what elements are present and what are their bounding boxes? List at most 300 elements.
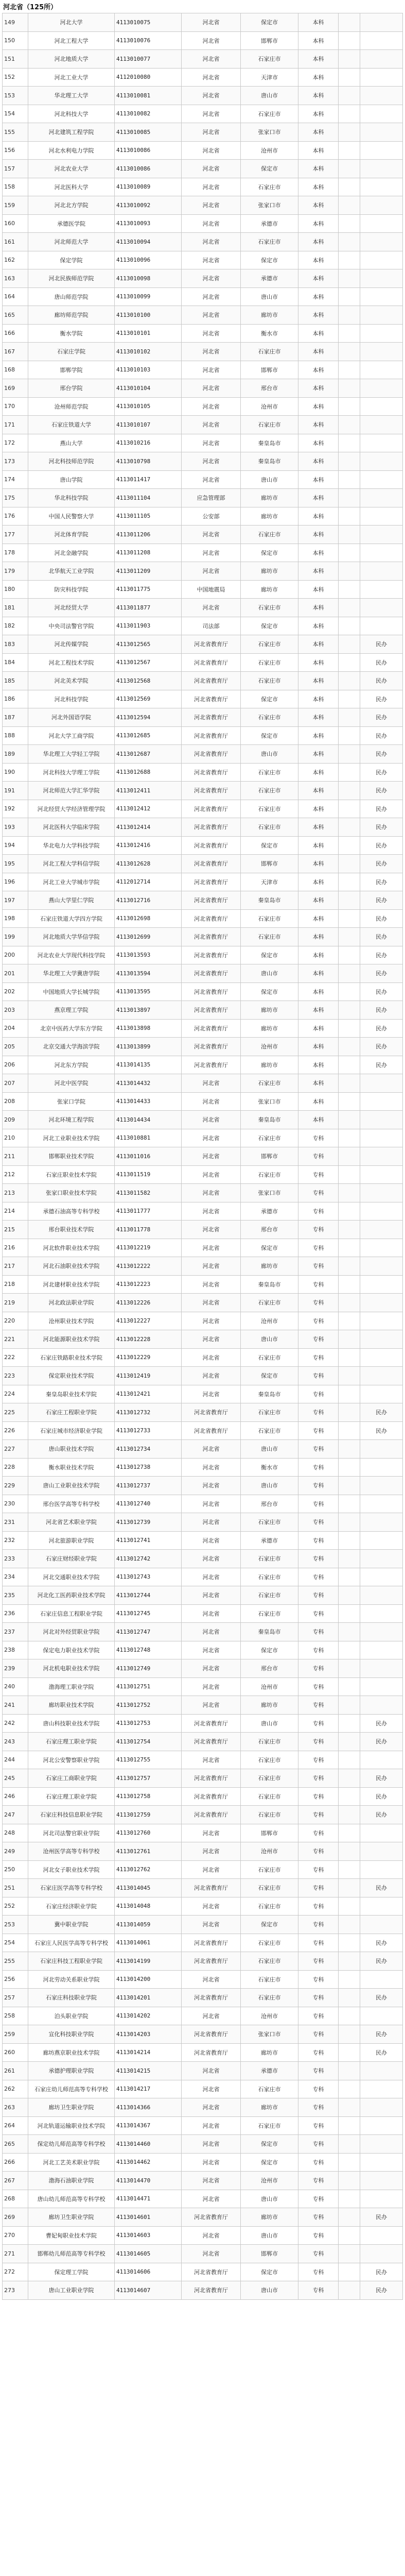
department: 河北省 [182, 1916, 241, 1934]
city: 石家庄市 [241, 672, 298, 690]
remark [360, 599, 403, 617]
table-row [3, 1056, 403, 1074]
spacer-cell [339, 1330, 360, 1349]
table-row [3, 1916, 403, 1934]
spacer-cell [339, 2208, 360, 2227]
table-row [3, 982, 403, 1001]
school-name: 承德石油高等专科学校 [28, 1202, 115, 1221]
school-code: 4113012760 [115, 1824, 182, 1842]
education-level: 专科 [298, 1677, 339, 1696]
school-name: 河北传媒学院 [28, 635, 115, 654]
table-row [3, 1806, 403, 1824]
row-number: 176 [3, 507, 28, 526]
school-code: 4113012755 [115, 1751, 182, 1769]
table-row [3, 2245, 403, 2263]
school-code: 4113014606 [115, 2263, 182, 2281]
remark [360, 87, 403, 105]
spacer-cell [339, 855, 360, 873]
department: 河北省 [182, 544, 241, 562]
city: 廊坊市 [241, 1696, 298, 1715]
department: 河北省 [182, 141, 241, 160]
spacer-cell [339, 105, 360, 123]
row-number: 216 [3, 1239, 28, 1257]
spacer-cell [339, 2062, 360, 2080]
education-level: 专科 [298, 1860, 339, 1879]
education-level: 专科 [298, 1239, 339, 1257]
remark: 民办 [360, 1403, 403, 1422]
city: 唐山市 [241, 87, 298, 105]
city: 石家庄市 [241, 1879, 298, 1897]
department: 河北省教育厅 [182, 653, 241, 672]
school-name: 河北科技大学 [28, 105, 115, 123]
table-row [3, 324, 403, 343]
row-number: 205 [3, 1038, 28, 1056]
department: 河北省教育厅 [182, 1769, 241, 1788]
remark [360, 2116, 403, 2135]
row-number: 222 [3, 1348, 28, 1367]
education-level: 专科 [298, 2116, 339, 2135]
row-number: 187 [3, 708, 28, 727]
city: 石家庄市 [241, 233, 298, 251]
education-level: 本科 [298, 1074, 339, 1093]
row-number: 258 [3, 2007, 28, 2025]
spacer-cell [339, 891, 360, 910]
education-level: 专科 [298, 1147, 339, 1166]
school-name: 衡水职业技术学院 [28, 1458, 115, 1477]
spacer-cell [339, 726, 360, 745]
education-level: 专科 [298, 1421, 339, 1440]
spacer-cell [339, 1038, 360, 1056]
city: 石家庄市 [241, 1733, 298, 1751]
school-name: 唐山幼儿师范高等专科学校 [28, 2190, 115, 2208]
remark [360, 141, 403, 160]
table-row [3, 1001, 403, 1020]
school-code: 4113012227 [115, 1312, 182, 1330]
department: 河北省教育厅 [182, 708, 241, 727]
department: 河北省 [182, 13, 241, 32]
spacer-cell [339, 1074, 360, 1093]
school-code: 4113014202 [115, 2007, 182, 2025]
department: 河北省教育厅 [182, 855, 241, 873]
remark [360, 1239, 403, 1257]
table-row [3, 928, 403, 946]
school-name: 石家庄人民医学高等专科学校 [28, 1934, 115, 1952]
city: 廊坊市 [241, 580, 298, 599]
school-name: 河北工业大学城市学院 [28, 873, 115, 891]
school-code: 4113012741 [115, 1531, 182, 1550]
education-level: 本科 [298, 1111, 339, 1129]
city: 石家庄市 [241, 1513, 298, 1532]
row-number: 191 [3, 782, 28, 800]
table-row [3, 269, 403, 288]
education-level: 专科 [298, 1348, 339, 1367]
school-code: 4113012229 [115, 1348, 182, 1367]
department: 河北省教育厅 [182, 873, 241, 891]
department: 河北省 [182, 306, 241, 325]
remark: 民办 [360, 946, 403, 964]
school-code: 4113012687 [115, 745, 182, 764]
school-code: 4113010093 [115, 214, 182, 233]
city: 唐山市 [241, 1477, 298, 1495]
table-row [3, 68, 403, 87]
school-name: 保定学院 [28, 251, 115, 269]
remark: 民办 [360, 818, 403, 837]
school-code: 4113010092 [115, 196, 182, 215]
education-level: 专科 [298, 1294, 339, 1312]
table-row [3, 1879, 403, 1897]
remark [360, 2153, 403, 2172]
remark [360, 13, 403, 32]
table-row [3, 196, 403, 215]
remark: 民办 [360, 891, 403, 910]
school-code: 4112010080 [115, 68, 182, 87]
row-number: 167 [3, 343, 28, 361]
row-number: 178 [3, 544, 28, 562]
education-level: 本科 [298, 708, 339, 727]
school-code: 4113012419 [115, 1367, 182, 1385]
remark [360, 105, 403, 123]
table-row [3, 891, 403, 910]
spacer-cell [339, 269, 360, 288]
spacer-cell [339, 452, 360, 471]
school-code: 4113012754 [115, 1733, 182, 1751]
school-name: 河北公安警察职业学院 [28, 1751, 115, 1769]
school-code: 4113010881 [115, 1129, 182, 1147]
education-level: 专科 [298, 1568, 339, 1586]
education-level: 专科 [298, 2208, 339, 2227]
school-name: 华北电力大学科技学院 [28, 836, 115, 855]
education-level: 专科 [298, 1659, 339, 1678]
remark: 民办 [360, 1001, 403, 1020]
education-level: 本科 [298, 105, 339, 123]
school-code: 4113011206 [115, 526, 182, 544]
table-row [3, 1184, 403, 1202]
department: 河北省教育厅 [182, 1714, 241, 1733]
city: 石家庄市 [241, 1421, 298, 1440]
row-number: 241 [3, 1696, 28, 1715]
education-level: 本科 [298, 855, 339, 873]
city: 衡水市 [241, 324, 298, 343]
remark [360, 1916, 403, 1934]
table-row [3, 1934, 403, 1952]
city: 石家庄市 [241, 599, 298, 617]
department: 河北省教育厅 [182, 891, 241, 910]
row-number: 190 [3, 763, 28, 782]
spacer-cell [339, 672, 360, 690]
remark: 民办 [360, 2263, 403, 2281]
spacer-cell [339, 1294, 360, 1312]
department: 河北省 [182, 1074, 241, 1093]
remark [360, 1641, 403, 1659]
remark: 民办 [360, 800, 403, 818]
school-code: 4113013593 [115, 946, 182, 964]
school-name: 中国地质大学长城学院 [28, 982, 115, 1001]
school-name: 河北建材职业技术学院 [28, 1275, 115, 1294]
school-name: 渤海石油职业学院 [28, 2172, 115, 2190]
education-level: 本科 [298, 964, 339, 983]
school-code: 4113012751 [115, 1677, 182, 1696]
row-number: 208 [3, 1092, 28, 1111]
school-code: 4113014048 [115, 1897, 182, 1916]
department: 河北省 [182, 2135, 241, 2154]
school-code: 4113011209 [115, 562, 182, 581]
city: 唐山市 [241, 964, 298, 983]
row-number: 173 [3, 452, 28, 471]
school-name: 北华航天工业学院 [28, 562, 115, 581]
remark [360, 343, 403, 361]
school-name: 保定电力职业技术学院 [28, 1641, 115, 1659]
school-code: 4113010103 [115, 361, 182, 379]
department: 河北省 [182, 2080, 241, 2098]
remark [360, 324, 403, 343]
department: 河北省教育厅 [182, 2208, 241, 2227]
school-code: 4113012567 [115, 653, 182, 672]
spacer-cell [339, 1477, 360, 1495]
department: 河北省 [182, 1677, 241, 1696]
education-level: 本科 [298, 306, 339, 325]
school-code: 4113012748 [115, 1641, 182, 1659]
spacer-cell [339, 2226, 360, 2245]
department: 河北省 [182, 251, 241, 269]
department: 公安部 [182, 507, 241, 526]
row-number: 185 [3, 672, 28, 690]
school-code: 4113012222 [115, 1257, 182, 1276]
table-row [3, 1696, 403, 1715]
education-level: 本科 [298, 68, 339, 87]
education-level: 本科 [298, 599, 339, 617]
spacer-cell [339, 1531, 360, 1550]
school-name: 燕山大学里仁学院 [28, 891, 115, 910]
school-code: 4113014215 [115, 2062, 182, 2080]
spacer-cell [339, 1239, 360, 1257]
education-level: 本科 [298, 343, 339, 361]
table-row [3, 1860, 403, 1879]
department: 河北省教育厅 [182, 1056, 241, 1074]
school-code: 4113012745 [115, 1604, 182, 1623]
school-code: 4113010107 [115, 416, 182, 434]
table-row [3, 1751, 403, 1769]
education-level: 专科 [298, 2007, 339, 2025]
table-row [3, 653, 403, 672]
department: 河北省教育厅 [182, 2281, 241, 2300]
department: 河北省教育厅 [182, 1989, 241, 2007]
city: 秦皇岛市 [241, 1111, 298, 1129]
department: 河北省 [182, 1824, 241, 1842]
school-code: 4113010099 [115, 287, 182, 306]
city: 保定市 [241, 2153, 298, 2172]
remark: 民办 [360, 1879, 403, 1897]
school-name: 河北地质大学 [28, 50, 115, 69]
education-level: 本科 [298, 800, 339, 818]
city: 保定市 [241, 690, 298, 708]
department: 河北省 [182, 214, 241, 233]
spacer-cell [339, 1714, 360, 1733]
row-number: 257 [3, 1989, 28, 2007]
department: 河北省 [182, 1202, 241, 1221]
school-name: 石家庄医学高等专科学校 [28, 1879, 115, 1897]
remark [360, 1531, 403, 1550]
remark: 民办 [360, 1934, 403, 1952]
table-row [3, 672, 403, 690]
education-level: 本科 [298, 635, 339, 654]
spacer-cell [339, 928, 360, 946]
spacer-cell [339, 1586, 360, 1605]
department: 河北省教育厅 [182, 1787, 241, 1806]
table-row [3, 818, 403, 837]
city: 邯郸市 [241, 855, 298, 873]
department: 河北省 [182, 233, 241, 251]
education-level: 本科 [298, 123, 339, 142]
spacer-cell [339, 1970, 360, 1989]
table-row [3, 452, 403, 471]
school-code: 4113011777 [115, 1202, 182, 1221]
row-number: 223 [3, 1367, 28, 1385]
school-code: 4113010100 [115, 306, 182, 325]
row-number: 177 [3, 526, 28, 544]
spacer-cell [339, 2281, 360, 2300]
education-level: 本科 [298, 50, 339, 69]
remark: 民办 [360, 690, 403, 708]
department: 河北省教育厅 [182, 946, 241, 964]
table-row [3, 909, 403, 928]
spacer-cell [339, 68, 360, 87]
education-level: 专科 [298, 2263, 339, 2281]
education-level: 本科 [298, 87, 339, 105]
table-row [3, 1403, 403, 1422]
remark [360, 2098, 403, 2117]
city: 张家口市 [241, 196, 298, 215]
school-name: 河北民族师范学院 [28, 269, 115, 288]
row-number: 235 [3, 1586, 28, 1605]
spacer-cell [339, 160, 360, 178]
education-level: 专科 [298, 1165, 339, 1184]
remark [360, 1677, 403, 1696]
remark: 民办 [360, 2281, 403, 2300]
department: 河北省教育厅 [182, 1001, 241, 1020]
spacer-cell [339, 526, 360, 544]
school-name: 承德医学院 [28, 214, 115, 233]
remark [360, 1659, 403, 1678]
remark [360, 287, 403, 306]
spacer-cell [339, 2190, 360, 2208]
school-code: 4113012761 [115, 1842, 182, 1861]
table-row [3, 214, 403, 233]
school-name: 石家庄信息工程职业学院 [28, 1604, 115, 1623]
school-code: 4113013899 [115, 1038, 182, 1056]
department: 河北省 [182, 397, 241, 416]
remark [360, 1970, 403, 1989]
school-code: 4113012228 [115, 1330, 182, 1349]
education-level: 专科 [298, 1769, 339, 1788]
remark: 民办 [360, 745, 403, 764]
spacer-cell [339, 818, 360, 837]
school-name: 河北对外经贸职业学院 [28, 1623, 115, 1641]
school-name: 河北省艺术职业学院 [28, 1513, 115, 1532]
school-name: 燕山大学 [28, 434, 115, 452]
school-code: 4113012753 [115, 1714, 182, 1733]
city: 秦皇岛市 [241, 452, 298, 471]
school-code: 4113012698 [115, 909, 182, 928]
remark [360, 178, 403, 196]
city: 石家庄市 [241, 1403, 298, 1422]
spacer-cell [339, 1257, 360, 1276]
education-level: 专科 [298, 1367, 339, 1385]
city: 石家庄市 [241, 653, 298, 672]
row-number: 168 [3, 361, 28, 379]
remark: 民办 [360, 855, 403, 873]
remark: 民办 [360, 1787, 403, 1806]
department: 河北省 [182, 1641, 241, 1659]
city: 廊坊市 [241, 1001, 298, 1020]
row-number: 169 [3, 379, 28, 398]
department: 河北省 [182, 68, 241, 87]
education-level: 专科 [298, 2281, 339, 2300]
row-number: 237 [3, 1623, 28, 1641]
school-name: 河北北方学院 [28, 196, 115, 215]
department: 河北省教育厅 [182, 672, 241, 690]
remark [360, 1275, 403, 1294]
school-code: 4113012743 [115, 1568, 182, 1586]
department: 河北省教育厅 [182, 1038, 241, 1056]
spacer-cell [339, 2098, 360, 2117]
table-row [3, 105, 403, 123]
row-number: 165 [3, 306, 28, 325]
department: 河北省 [182, 1348, 241, 1367]
school-code: 4113014607 [115, 2281, 182, 2300]
city: 唐山市 [241, 1330, 298, 1349]
school-code: 4113012762 [115, 1860, 182, 1879]
table-row [3, 2043, 403, 2062]
spacer-cell [339, 87, 360, 105]
education-level: 本科 [298, 287, 339, 306]
education-level: 本科 [298, 178, 339, 196]
education-level: 专科 [298, 2062, 339, 2080]
city: 石家庄市 [241, 1586, 298, 1605]
school-code: 4113014603 [115, 2226, 182, 2245]
city: 秦皇岛市 [241, 1623, 298, 1641]
school-name: 唐山职业技术学院 [28, 1440, 115, 1459]
school-name: 唐山学院 [28, 470, 115, 489]
department: 河北省 [182, 1458, 241, 1477]
row-number: 194 [3, 836, 28, 855]
education-level: 专科 [298, 1916, 339, 1934]
remark: 民办 [360, 1989, 403, 2007]
row-number: 158 [3, 178, 28, 196]
table-row [3, 2025, 403, 2044]
school-name: 石家庄铁道大学 [28, 416, 115, 434]
row-number: 180 [3, 580, 28, 599]
table-row [3, 2007, 403, 2025]
school-name: 河北政法职业学院 [28, 1294, 115, 1312]
school-code: 4113013897 [115, 1001, 182, 1020]
school-name: 邯郸职业技术学院 [28, 1147, 115, 1166]
row-number: 183 [3, 635, 28, 654]
education-level: 本科 [298, 397, 339, 416]
department: 河北省教育厅 [182, 1421, 241, 1440]
spacer-cell [339, 31, 360, 50]
remark [360, 1604, 403, 1623]
school-code: 4113010105 [115, 397, 182, 416]
row-number: 233 [3, 1550, 28, 1568]
spacer-cell [339, 982, 360, 1001]
remark: 民办 [360, 1038, 403, 1056]
spacer-cell [339, 544, 360, 562]
remark: 民办 [360, 1769, 403, 1788]
table-row [3, 1440, 403, 1459]
row-number: 203 [3, 1001, 28, 1020]
row-number: 251 [3, 1879, 28, 1897]
spacer-cell [339, 196, 360, 215]
